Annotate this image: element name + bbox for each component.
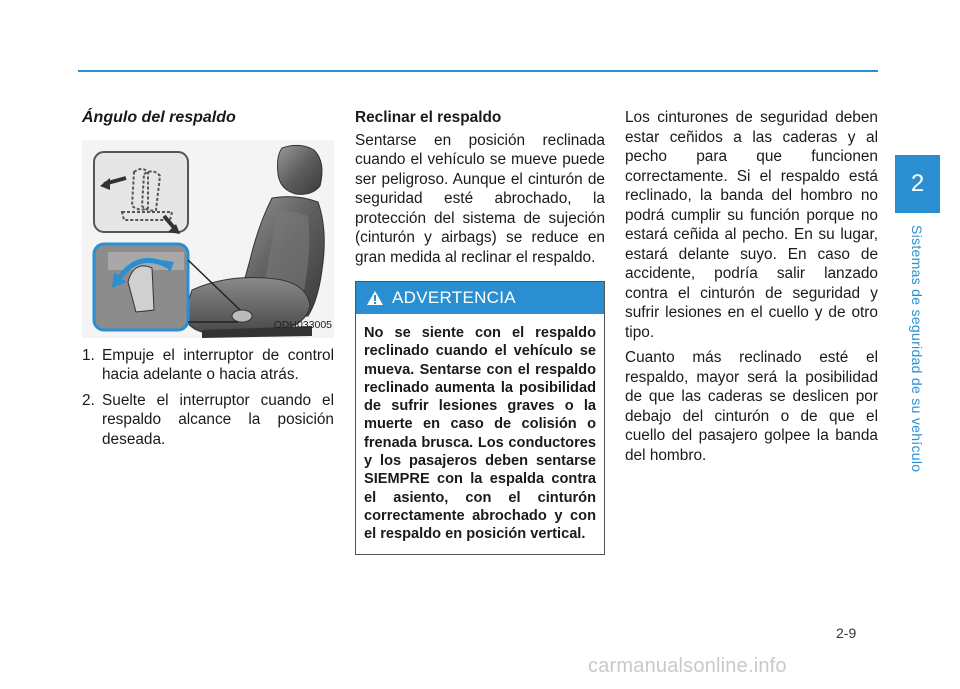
page-number: 2-9 bbox=[836, 625, 857, 641]
right-column bbox=[625, 108, 878, 471]
chapter-tab bbox=[895, 155, 940, 213]
seat-figure bbox=[82, 140, 334, 338]
warning-text: No se siente con el respaldo reclinado cuando el vehículo se mueva. Sentarse con el respaldo reclinado aumenta la posibilidad de sufrir lesiones graves o la muerte en caso de colisión o frenada brusca. Los conductores y los pasajeros deben sentarse SIEMPRE con la espalda contra el asiento, con el cinturón correctamente abrochado y con el respaldo en posición vertical. bbox=[364, 325, 596, 543]
step-number: 1. bbox=[82, 346, 95, 364]
figure-code: ODH033005 bbox=[273, 319, 332, 331]
seat-illustration bbox=[82, 140, 334, 338]
paragraph: Sentarse en posición reclinada cuando el vehículo se mueve puede ser peligroso. Aunque el cinturón de seguridad esté abrochado, la protección del sistema de sujeción (cinturón y airbags) se reduce en gran medida al reclinar el respaldo. bbox=[355, 131, 605, 266]
warning-label: ADVERTENCIA bbox=[392, 288, 516, 308]
step-number: 2. bbox=[82, 391, 95, 409]
list-item bbox=[82, 346, 334, 385]
left-column bbox=[82, 108, 334, 455]
step-text: Suelte el interruptor cuando el respaldo alcance la posición deseada. bbox=[102, 391, 334, 448]
paragraph: Los cinturones de seguridad deben estar ceñidos a las caderas y al pecho para que funcionen correctamente. Si el respaldo está reclinado, la banda del hombro no podrá cumplir su función porque no estará ceñida al pecho. En su lugar, estará delante suyo. En caso de accidente, podría salir lanzado contra el cinturón de seguridad y sufrir lesiones en el cuello y de otro tipo. bbox=[625, 109, 878, 341]
paragraph: Cuanto más reclinado esté el respaldo, mayor será la posibilidad de que las caderas se deslicen por debajo del cinturón o de que el cuello del pasajero golpee la banda del hombro. bbox=[625, 349, 878, 464]
warning-box bbox=[355, 281, 605, 555]
warning-triangle-icon bbox=[366, 290, 384, 306]
warning-header bbox=[356, 282, 604, 314]
step-text: Empuje el interruptor de control hacia adelante o hacia atrás. bbox=[102, 346, 334, 383]
subsection-title: Reclinar el respaldo bbox=[355, 109, 502, 126]
header-rule bbox=[78, 70, 878, 72]
list-item bbox=[82, 391, 334, 450]
steps-list bbox=[82, 346, 334, 450]
section-title: Ángulo del respaldo bbox=[82, 109, 236, 126]
watermark: carmanualsonline.info bbox=[588, 655, 787, 677]
chapter-title: Sistemas de seguridad de su vehículo bbox=[909, 225, 925, 473]
middle-column bbox=[355, 108, 605, 555]
chapter-number: 2 bbox=[910, 170, 925, 197]
